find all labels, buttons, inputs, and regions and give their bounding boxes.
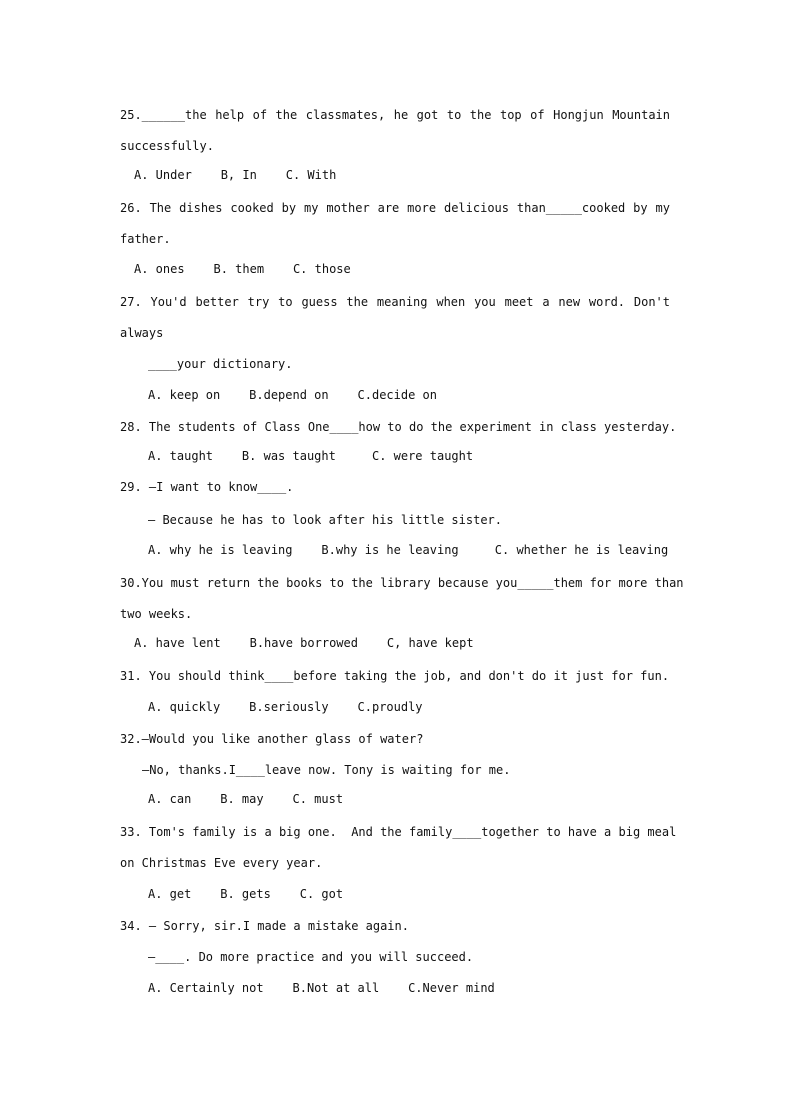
question-25-options: A. Under B, In C. With — [134, 168, 337, 182]
question-28-stem-line-1: 28. The students of Class One____how to do the experiment in class yesterday. — [120, 420, 677, 434]
question-33-options: A. get B. gets C. got — [148, 887, 344, 901]
question-29-stem-line-2: — Because he has to look after his little sister. — [148, 513, 503, 527]
question-27-stem-line-1: 27. You'd better try to guess the meaning when you meet a new word. Don't — [120, 295, 670, 309]
question-30-stem-line-2: two weeks. — [120, 607, 193, 621]
question-32-options: A. can B. may C. must — [148, 792, 344, 806]
question-27-stem-line-3: ____your dictionary. — [148, 357, 293, 371]
question-29-stem-line-1: 29. —I want to know____. — [120, 480, 294, 494]
question-34-stem-line-2: —____. Do more practice and you will succeed. — [148, 950, 474, 964]
question-28-options: A. taught B. was taught C. were taught — [148, 449, 474, 463]
question-27-stem-line-2: always — [120, 326, 164, 340]
question-30-stem-line-1: 30.You must return the books to the library because you_____them for more than — [120, 576, 684, 590]
question-32-stem-line-2: —No, thanks.I____leave now. Tony is waiting for me. — [142, 763, 511, 777]
question-33-stem-line-1: 33. Tom's family is a big one. And the family____together to have a big meal — [120, 825, 677, 839]
question-25-stem-line-2: successfully. — [120, 139, 214, 153]
question-27-options: A. keep on B.depend on C.decide on — [148, 388, 437, 402]
question-29-options: A. why he is leaving B.why is he leaving C. whether he is leaving — [148, 543, 669, 557]
question-33-stem-line-2: on Christmas Eve every year. — [120, 856, 323, 870]
question-34-options: A. Certainly not B.Not at all C.Never mind — [148, 981, 495, 995]
question-26-stem-line-1: 26. The dishes cooked by my mother are more delicious than_____cooked by my — [120, 201, 670, 215]
question-25-stem-line-1: 25.______the help of the classmates, he got to the top of Hongjun Mountain — [120, 108, 670, 122]
question-26-stem-line-2: father. — [120, 232, 171, 246]
question-34-stem-line-1: 34. — Sorry, sir.I made a mistake again. — [120, 919, 409, 933]
question-26-options: A. ones B. them C. those — [134, 262, 351, 276]
question-30-options: A. have lent B.have borrowed C, have kept — [134, 636, 474, 650]
question-32-stem-line-1: 32.—Would you like another glass of water? — [120, 732, 424, 746]
question-31-options: A. quickly B.seriously C.proudly — [148, 700, 423, 714]
question-31-stem-line-1: 31. You should think____before taking the job, and don't do it just for fun. — [120, 669, 670, 683]
